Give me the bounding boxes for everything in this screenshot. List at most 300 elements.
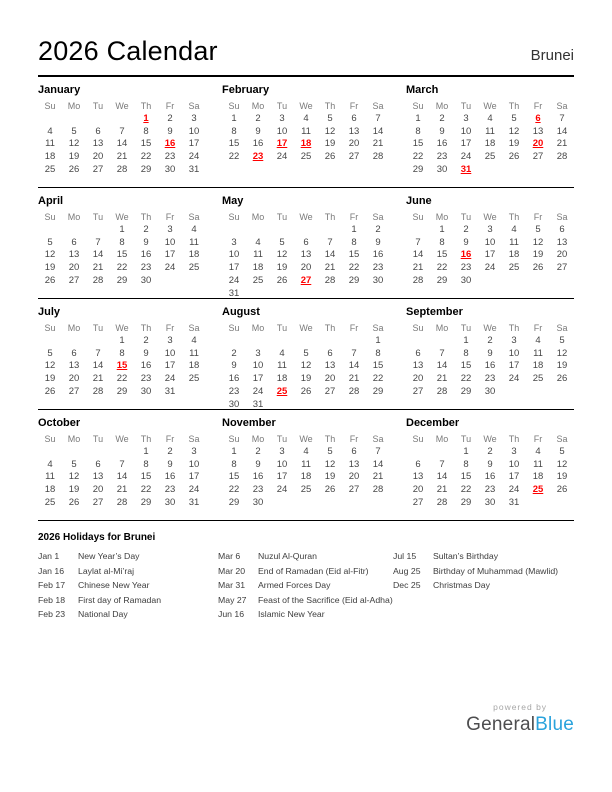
powered-by-label: powered by <box>493 702 548 712</box>
empty-cell <box>502 275 526 288</box>
months-grid <box>38 77 574 521</box>
month-body <box>406 113 574 177</box>
day-cell: 1 <box>119 223 125 235</box>
day-cell: 10 <box>276 458 288 470</box>
day-cell: 17 <box>164 249 176 261</box>
day-cell: 21 <box>556 138 568 150</box>
week-row <box>406 446 574 459</box>
day-cell: 6 <box>303 236 309 248</box>
week-row <box>222 484 390 497</box>
day-cell: 6 <box>327 347 333 359</box>
weekday-header-row <box>222 322 390 335</box>
week-row <box>38 237 206 250</box>
day-cell: 15 <box>228 471 240 483</box>
empty-cell <box>430 446 454 459</box>
month-august <box>222 305 390 409</box>
day-cell: 21 <box>412 262 424 274</box>
day-cell: 7 <box>119 125 125 137</box>
day-cell: 10 <box>188 125 200 137</box>
day-cell: 14 <box>116 138 128 150</box>
day-cell: 5 <box>47 236 53 248</box>
brand-general: General <box>466 714 536 735</box>
weekday-header: Sa <box>188 434 200 445</box>
day-cell: 16 <box>164 471 176 483</box>
weekday-header: Tu <box>92 101 104 112</box>
weekday-header: Tu <box>92 434 104 445</box>
day-cell: 29 <box>412 163 424 175</box>
day-cell: 7 <box>119 458 125 470</box>
day-cell: 5 <box>71 125 77 137</box>
day-cell: 10 <box>228 249 240 261</box>
day-cell: 8 <box>119 236 125 248</box>
weekday-header-row <box>222 433 390 446</box>
day-cell: 7 <box>439 458 445 470</box>
day-cell: 13 <box>300 249 312 261</box>
day-cell: 14 <box>116 471 128 483</box>
day-cell: 17 <box>188 138 200 150</box>
empty-cell <box>38 224 62 237</box>
month-body <box>38 224 206 288</box>
day-cell: 9 <box>231 360 237 372</box>
footer-logo <box>466 702 574 736</box>
day-cell: 30 <box>484 496 496 508</box>
weekday-header: We <box>115 212 129 223</box>
day-cell: 30 <box>484 385 496 397</box>
month-name: October <box>38 417 81 429</box>
holiday-name: Nuzul Al-Quran <box>258 551 317 561</box>
day-cell: 14 <box>324 249 336 261</box>
day-cell: 28 <box>412 274 424 286</box>
day-cell: 24 <box>276 151 288 163</box>
weekday-header: Mo <box>435 434 449 445</box>
day-cell: 11 <box>45 471 55 483</box>
week-row <box>222 249 390 262</box>
brand-blue: Blue <box>535 714 574 735</box>
empty-cell <box>318 399 342 412</box>
month-body <box>406 335 574 399</box>
day-cell: 20 <box>300 262 312 274</box>
day-cell: 21 <box>116 151 128 163</box>
day-cell: 21 <box>372 138 384 150</box>
weekday-header: Su <box>412 101 424 112</box>
day-cell: 9 <box>375 236 381 248</box>
day-cell: 17 <box>252 373 264 385</box>
day-cell: 6 <box>95 125 101 137</box>
day-cell: 15 <box>348 249 360 261</box>
weekday-header: Su <box>412 212 424 223</box>
day-cell: 30 <box>228 398 240 410</box>
day-cell: 24 <box>484 262 496 274</box>
empty-cell <box>342 399 366 412</box>
day-cell: 13 <box>412 360 424 372</box>
weekday-header: Mo <box>251 434 265 445</box>
weekday-header: Fr <box>533 101 543 112</box>
holiday-name: Armed Forces Day <box>258 580 331 591</box>
week-row <box>406 224 574 237</box>
day-cell: 2 <box>255 445 261 457</box>
month-name: January <box>38 84 81 96</box>
week-row <box>38 151 206 164</box>
day-cell: 23 <box>228 385 240 397</box>
day-cell: 13 <box>68 249 80 261</box>
day-cell: 30 <box>460 274 472 286</box>
day-cell: 17 <box>460 138 472 150</box>
day-cell: 25 <box>276 385 288 397</box>
weekday-header: Sa <box>372 323 384 334</box>
weekday-header-row <box>222 100 390 113</box>
holiday-date: Jan 1 <box>38 551 60 561</box>
day-cell: 15 <box>116 249 128 261</box>
week-row <box>406 249 574 262</box>
day-cell: 20 <box>348 471 360 483</box>
week-row <box>38 335 206 348</box>
day-cell: 18 <box>252 262 264 274</box>
day-cell: 20 <box>556 249 568 261</box>
day-cell: 4 <box>255 236 261 248</box>
day-cell: 7 <box>95 236 101 248</box>
empty-cell <box>182 275 206 288</box>
weekday-header: Fr <box>533 434 543 445</box>
day-cell: 8 <box>351 236 357 248</box>
day-cell: 27 <box>348 484 360 496</box>
day-cell: 9 <box>255 458 261 470</box>
week-row <box>406 138 574 151</box>
week-row <box>406 360 574 373</box>
day-cell: 6 <box>415 458 421 470</box>
day-cell: 1 <box>463 334 469 346</box>
weekday-header: Th <box>324 434 336 445</box>
day-cell: 26 <box>68 496 80 508</box>
empty-cell <box>342 335 366 348</box>
weekday-header-row <box>38 433 206 446</box>
region-label: Brunei <box>530 47 574 64</box>
month-september <box>406 305 574 409</box>
day-cell: 4 <box>511 223 517 235</box>
day-cell: 2 <box>167 445 173 457</box>
day-cell: 23 <box>484 373 496 385</box>
day-cell: 4 <box>279 347 285 359</box>
day-cell: 30 <box>140 385 152 397</box>
day-cell: 16 <box>484 360 496 372</box>
empty-cell <box>246 335 270 348</box>
day-cell: 12 <box>276 249 288 261</box>
day-cell: 18 <box>508 249 520 261</box>
holiday-name: End of Ramadan (Eid al-Fitr) <box>258 565 369 576</box>
day-cell: 4 <box>535 334 541 346</box>
day-cell: 7 <box>327 236 333 248</box>
page-title: 2026 Calendar <box>38 36 218 66</box>
holiday-item <box>218 593 393 608</box>
weekday-header: We <box>299 212 313 223</box>
month-table <box>406 211 574 288</box>
day-cell: 7 <box>375 112 381 124</box>
weekday-header: We <box>483 212 497 223</box>
week-row <box>38 497 206 510</box>
week-row <box>38 224 206 237</box>
weekday-header: Th <box>140 434 152 445</box>
day-cell: 8 <box>119 347 125 359</box>
day-cell: 7 <box>351 347 357 359</box>
day-cell: 9 <box>167 125 173 137</box>
weekday-header-row <box>406 211 574 224</box>
day-cell: 19 <box>276 262 288 274</box>
day-cell: 24 <box>460 151 472 163</box>
month-table <box>406 322 574 399</box>
day-cell: 3 <box>191 445 197 457</box>
day-cell: 20 <box>348 138 360 150</box>
week-row <box>222 471 390 484</box>
day-cell: 4 <box>191 334 197 346</box>
empty-cell <box>406 446 430 459</box>
empty-cell <box>318 224 342 237</box>
day-cell: 9 <box>463 236 469 248</box>
day-cell: 10 <box>508 347 520 359</box>
day-cell: 16 <box>140 249 152 261</box>
weekday-header: We <box>115 323 129 334</box>
day-cell: 29 <box>140 163 152 175</box>
month-name: November <box>222 417 276 429</box>
weekday-header: Fr <box>165 101 175 112</box>
day-cell: 5 <box>559 445 565 457</box>
day-cell: 20 <box>92 151 104 163</box>
day-cell: 28 <box>372 151 384 163</box>
day-cell: 16 <box>372 249 384 261</box>
day-cell: 16 <box>460 249 472 261</box>
day-cell: 28 <box>436 496 448 508</box>
weekday-header: Sa <box>188 212 200 223</box>
weekday-header: Su <box>412 434 424 445</box>
day-cell: 23 <box>372 262 384 274</box>
month-row <box>38 410 574 521</box>
day-cell: 6 <box>351 445 357 457</box>
week-row <box>406 484 574 497</box>
holidays-section <box>38 532 574 622</box>
weekday-header: We <box>115 101 129 112</box>
day-cell: 31 <box>188 496 200 508</box>
month-october <box>38 416 206 520</box>
day-cell: 19 <box>324 138 336 150</box>
empty-cell <box>318 497 342 510</box>
day-cell: 30 <box>164 496 176 508</box>
empty-cell <box>294 399 318 412</box>
weekday-header-row <box>222 433 390 446</box>
empty-cell <box>222 335 246 348</box>
week-row <box>406 497 574 510</box>
day-cell: 4 <box>191 223 197 235</box>
day-cell: 4 <box>47 125 53 137</box>
empty-cell <box>62 335 86 348</box>
holiday-name: National Day <box>78 609 128 620</box>
empty-cell <box>62 113 86 126</box>
day-cell: 6 <box>351 112 357 124</box>
month-name: April <box>38 195 64 207</box>
weekday-header: Mo <box>435 101 449 112</box>
week-row <box>38 113 206 126</box>
weekday-header: Th <box>324 212 336 223</box>
month-row <box>38 77 574 188</box>
day-cell: 7 <box>439 347 445 359</box>
day-cell: 29 <box>460 496 472 508</box>
day-cell: 18 <box>276 373 288 385</box>
day-cell: 26 <box>508 151 520 163</box>
day-cell: 17 <box>276 471 288 483</box>
day-cell: 3 <box>167 223 173 235</box>
month-may <box>222 194 390 298</box>
week-row <box>38 471 206 484</box>
weekday-header: Su <box>44 101 56 112</box>
empty-cell <box>86 113 110 126</box>
month-table <box>222 211 390 301</box>
day-cell: 16 <box>436 138 448 150</box>
day-cell: 15 <box>116 360 128 372</box>
empty-cell <box>38 446 62 459</box>
day-cell: 25 <box>44 496 56 508</box>
day-cell: 1 <box>231 445 237 457</box>
day-cell: 27 <box>412 496 424 508</box>
weekday-header: Su <box>412 323 424 334</box>
week-row <box>406 113 574 126</box>
day-cell: 25 <box>252 274 264 286</box>
empty-cell <box>270 288 294 301</box>
week-row <box>38 459 206 472</box>
day-cell: 24 <box>188 484 200 496</box>
day-cell: 4 <box>47 458 53 470</box>
day-cell: 24 <box>188 151 200 163</box>
month-body <box>222 446 390 510</box>
weekday-header: Th <box>508 101 520 112</box>
day-cell: 28 <box>116 496 128 508</box>
day-cell: 19 <box>44 373 56 385</box>
holiday-name: Chinese New Year <box>78 580 150 591</box>
weekday-header-row <box>38 211 206 224</box>
weekday-header-row <box>406 433 574 446</box>
day-cell: 11 <box>277 360 287 372</box>
day-cell: 22 <box>372 373 384 385</box>
day-cell: 2 <box>255 112 261 124</box>
day-cell: 24 <box>252 385 264 397</box>
day-cell: 4 <box>303 445 309 457</box>
day-cell: 11 <box>189 236 199 248</box>
day-cell: 23 <box>164 484 176 496</box>
day-cell: 19 <box>532 249 544 261</box>
day-cell: 23 <box>484 484 496 496</box>
day-cell: 22 <box>140 484 152 496</box>
holiday-item <box>393 578 574 593</box>
day-cell: 28 <box>348 385 360 397</box>
week-row <box>406 237 574 250</box>
day-cell: 16 <box>252 138 264 150</box>
day-cell: 21 <box>324 262 336 274</box>
day-cell: 10 <box>164 236 176 248</box>
day-cell: 15 <box>140 138 152 150</box>
day-cell: 15 <box>228 138 240 150</box>
day-cell: 26 <box>44 274 56 286</box>
day-cell: 11 <box>301 125 311 137</box>
day-cell: 3 <box>511 445 517 457</box>
day-cell: 16 <box>228 373 240 385</box>
weekday-header: Tu <box>460 212 472 223</box>
day-cell: 27 <box>92 496 104 508</box>
empty-cell <box>270 497 294 510</box>
day-cell: 16 <box>484 471 496 483</box>
week-row <box>406 386 574 399</box>
day-cell: 20 <box>412 373 424 385</box>
weekday-header: We <box>483 101 497 112</box>
empty-cell <box>406 335 430 348</box>
week-row <box>406 164 574 177</box>
weekday-header: Th <box>508 323 520 334</box>
day-cell: 19 <box>508 138 520 150</box>
weekday-header: Fr <box>165 212 175 223</box>
day-cell: 26 <box>324 484 336 496</box>
day-cell: 18 <box>188 249 200 261</box>
day-cell: 12 <box>324 125 336 137</box>
empty-cell <box>110 446 134 459</box>
weekday-header-row <box>38 100 206 113</box>
weekday-header: Mo <box>435 323 449 334</box>
month-body <box>38 335 206 399</box>
day-cell: 18 <box>300 471 312 483</box>
day-cell: 14 <box>372 458 384 470</box>
weekday-header: Mo <box>251 101 265 112</box>
month-name: June <box>406 195 432 207</box>
day-cell: 23 <box>460 262 472 274</box>
empty-cell <box>550 386 574 399</box>
holiday-name: Feast of the Sacrifice (Eid al-Adha) <box>258 594 393 605</box>
day-cell: 29 <box>140 496 152 508</box>
day-cell: 18 <box>300 138 312 150</box>
day-cell: 18 <box>484 138 496 150</box>
month-june <box>406 194 574 298</box>
day-cell: 27 <box>532 151 544 163</box>
day-cell: 17 <box>188 471 200 483</box>
day-cell: 23 <box>436 151 448 163</box>
empty-cell <box>38 113 62 126</box>
day-cell: 15 <box>460 360 472 372</box>
empty-cell <box>526 275 550 288</box>
month-table <box>38 211 206 288</box>
day-cell: 24 <box>164 373 176 385</box>
day-cell: 5 <box>535 223 541 235</box>
day-cell: 2 <box>463 223 469 235</box>
day-cell: 29 <box>460 385 472 397</box>
day-cell: 11 <box>485 125 495 137</box>
day-cell: 14 <box>436 360 448 372</box>
day-cell: 8 <box>143 125 149 137</box>
holiday-date: Jan 16 <box>38 565 65 576</box>
day-cell: 25 <box>300 151 312 163</box>
day-cell: 26 <box>68 163 80 175</box>
month-table <box>38 100 206 177</box>
day-cell: 18 <box>188 360 200 372</box>
day-cell: 8 <box>415 125 421 137</box>
day-cell: 8 <box>463 458 469 470</box>
weekday-header: Fr <box>349 323 359 334</box>
month-body <box>222 224 390 301</box>
day-cell: 10 <box>276 125 288 137</box>
month-name: July <box>38 306 61 318</box>
weekday-header: Su <box>228 212 240 223</box>
day-cell: 13 <box>412 471 424 483</box>
holiday-name: Islamic New Year <box>258 609 325 620</box>
holiday-item <box>38 578 218 593</box>
weekday-header: Fr <box>349 212 359 223</box>
weekday-header-row <box>38 322 206 335</box>
weekday-header: Th <box>140 212 152 223</box>
holiday-item <box>38 549 218 564</box>
weekday-header: Sa <box>372 434 384 445</box>
day-cell: 9 <box>143 347 149 359</box>
